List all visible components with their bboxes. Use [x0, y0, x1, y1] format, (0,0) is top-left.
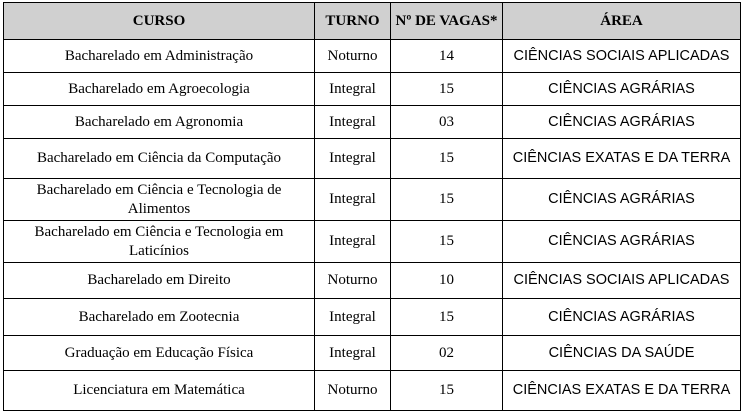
- courses-table: [3, 2, 741, 411]
- table-row: [4, 371, 741, 411]
- cell-curso: Bacharelado em Zootecnia: [4, 299, 315, 336]
- cell-curso: Licenciatura em Matemática: [4, 371, 315, 411]
- cell-area: CIÊNCIAS SOCIAIS APLICADAS: [503, 263, 741, 299]
- cell-turno: Noturno: [315, 371, 391, 411]
- cell-vagas: 15: [391, 73, 503, 106]
- cell-vagas: 15: [391, 139, 503, 179]
- cell-turno: Noturno: [315, 40, 391, 73]
- cell-vagas: 10: [391, 263, 503, 299]
- cell-curso: Bacharelado em Agroecologia: [4, 73, 315, 106]
- cell-area: CIÊNCIAS DA SAÚDE: [503, 336, 741, 371]
- table-row: [4, 179, 741, 221]
- cell-turno: Integral: [315, 73, 391, 106]
- cell-area: CIÊNCIAS AGRÁRIAS: [503, 73, 741, 106]
- cell-area: CIÊNCIAS AGRÁRIAS: [503, 299, 741, 336]
- cell-area: CIÊNCIAS AGRÁRIAS: [503, 179, 741, 221]
- header-vagas: Nº DE VAGAS*: [391, 3, 503, 40]
- cell-vagas: 14: [391, 40, 503, 73]
- cell-vagas: 15: [391, 179, 503, 221]
- cell-area: CIÊNCIAS AGRÁRIAS: [503, 106, 741, 139]
- cell-area: CIÊNCIAS SOCIAIS APLICADAS: [503, 40, 741, 73]
- cell-turno: Integral: [315, 179, 391, 221]
- cell-curso: Bacharelado em Direito: [4, 263, 315, 299]
- table-row: [4, 106, 741, 139]
- cell-curso: Bacharelado em Administração: [4, 40, 315, 73]
- header-turno: TURNO: [315, 3, 391, 40]
- cell-area: CIÊNCIAS EXATAS E DA TERRA: [503, 371, 741, 411]
- table-header-row: [4, 3, 741, 40]
- cell-turno: Noturno: [315, 263, 391, 299]
- cell-vagas: 15: [391, 221, 503, 263]
- cell-turno: Integral: [315, 336, 391, 371]
- table-row: [4, 299, 741, 336]
- cell-vagas: 02: [391, 336, 503, 371]
- cell-curso: Graduação em Educação Física: [4, 336, 315, 371]
- header-curso: CURSO: [4, 3, 315, 40]
- table-row: [4, 73, 741, 106]
- table-row: [4, 263, 741, 299]
- cell-curso: Bacharelado em Ciência e Tecnologia em Laticínios: [4, 221, 315, 263]
- header-area: ÁREA: [503, 3, 741, 40]
- cell-vagas: 03: [391, 106, 503, 139]
- cell-curso: Bacharelado em Agronomia: [4, 106, 315, 139]
- cell-area: CIÊNCIAS AGRÁRIAS: [503, 221, 741, 263]
- cell-turno: Integral: [315, 106, 391, 139]
- cell-vagas: 15: [391, 299, 503, 336]
- cell-turno: Integral: [315, 139, 391, 179]
- cell-curso: Bacharelado em Ciência da Computação: [4, 139, 315, 179]
- cell-curso: Bacharelado em Ciência e Tecnologia de Alimentos: [4, 179, 315, 221]
- cell-area: CIÊNCIAS EXATAS E DA TERRA: [503, 139, 741, 179]
- table-row: [4, 40, 741, 73]
- cell-vagas: 15: [391, 371, 503, 411]
- table-row: [4, 139, 741, 179]
- cell-turno: Integral: [315, 221, 391, 263]
- table-row: [4, 336, 741, 371]
- cell-turno: Integral: [315, 299, 391, 336]
- table-row: [4, 221, 741, 263]
